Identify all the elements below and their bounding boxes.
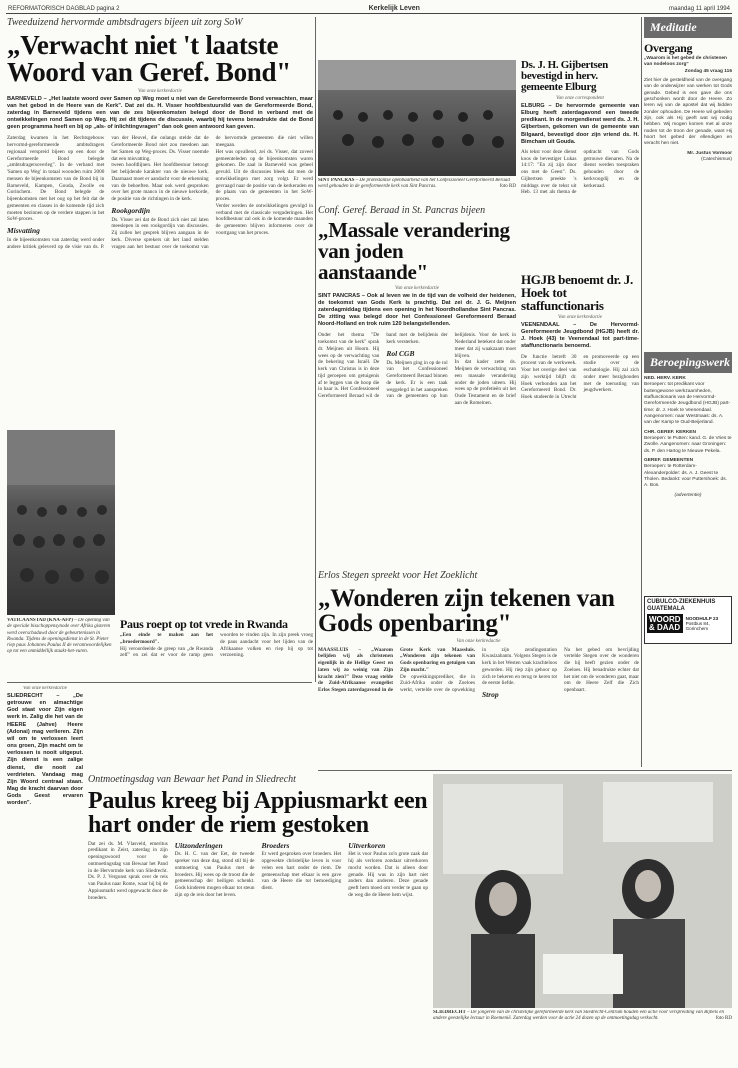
ad-line1: NOODHULP 23 (685, 616, 719, 622)
article-kicker: Erlos Stegen spreekt voor Het Zoeklicht (318, 570, 478, 581)
body-paragraph: tween hoofdlijnen. Het hoofdbestuur betoogt het belijdende karakter van de nieuwe kerk. Daarnaast moet er aandacht voor de erkenning van de behoeften. Maar ook werd gesproken over het grote manco in de nieuwe kerkorde, de positie van de richtingen in de kerk. (111, 162, 209, 203)
article-zoeklicht (318, 570, 639, 768)
photo-congregation-image (7, 430, 115, 615)
article-paus (120, 618, 313, 676)
article-lead: VEENENDAAL – De Hervormd-Gereformeerde Jeugdbond (HGJB) heeft dr. J. Hoek (43) te Veenendaal tot part-time-staffunctionaris benoemd. (521, 322, 639, 350)
photo-sliedrecht (433, 774, 732, 1008)
sliedrecht-caption (433, 1010, 732, 1032)
caption-label: SINT PANCRAS (318, 178, 355, 183)
advertisement-notice: (advertentie) (674, 492, 702, 498)
article-kicker: Conf. Geref. Beraad in St. Pancras bijeen (318, 205, 486, 216)
beroep-section (644, 376, 732, 427)
vatican-caption (7, 618, 115, 676)
article-hoek (521, 273, 639, 563)
article-headline: „Wonderen zijn tekenen van Gods openbaring" (318, 584, 615, 637)
subheading: Uitzonderingen (174, 840, 223, 850)
subheading: Rookgordijn (111, 205, 151, 215)
subheading: Strop (482, 690, 499, 699)
beroep-section (644, 430, 732, 455)
article-byline: Van onze kerkredactie (456, 638, 501, 644)
article-byline: Van onze kerkredactie (395, 285, 439, 291)
ad-org: CUBULCO-ZIEKENHUIS GUATEMALA (647, 599, 716, 612)
meditatie-ref: Zondag 45 vraag 116 (684, 68, 732, 74)
article-body (521, 149, 639, 196)
body-paragraph: Dat zei ds. M. Vlasveld, emeritus predikant in Zeist, zaterdag in zijn openingswoord voor de ontmoetingsdag van Bewaar het Pand in de Hervormde kerk van Sliedrecht. Ds. P. J. Vergunst sprak over de reis van Paulus naar Rome, waar hij bij de Appiusmarkt werd opgewacht door de broeders. (88, 840, 168, 901)
caption-text: – De opening van de speciale bisschoppensynode over Afrika gisteren werd overschaduwd door de gebeurtenissen in Rwanda. Tijdens de openingsdienst in de St. Pieter riep paus Johannes Paulus II de verantwoordelijken op tot een onmiddellijk staakt-het-vuren. (7, 618, 112, 655)
meditatie-title: Overgang (644, 41, 693, 55)
article-headline: HGJB benoemt dr. J. Hoek tot staffunctionaris (521, 273, 633, 313)
photo-pancras (318, 60, 516, 176)
beroep-section-title: GEREF. GEMEENTEN (644, 457, 694, 463)
subheading: Misvatting (7, 226, 40, 236)
article-body (318, 647, 639, 757)
body-paragraph: Onder het thema "De toekomst van de kerk" sprak dr. Meijnen uit Hoorn. Hij wees op de verwachting van de bekering van Israël. De kerk van Christus is in deze tijd geroepen om getuigenis af te leggen van de hoop die in haar is. Het Confessioneel Gereformeerd Beraad wil de band met de belijdenis der kerk versterken. (318, 332, 448, 400)
meditatie-author: Mr. Justus Vormoor (687, 150, 732, 156)
article-body (120, 632, 313, 659)
article-kicker: Ontmoetingsdag van Bewaar het Pand in Sliedrecht (88, 774, 296, 785)
body-paragraph: De functie betreft 30 procent van de werkweek. Voor het overige deel van zijn werktijd blijft dr. Hoek verbonden aan het Gereformeerd Bond. Dr. Hoek studeerde in Utrecht en promoveerde op een studie over de eschatologie. Hij zal zich onder meer bezighouden met de toerusting van jeugdwerkers. (521, 353, 639, 401)
section-title: Kerkelijk Leven (368, 5, 420, 12)
photo-credit: foto RD (715, 1016, 732, 1022)
article-appiusmarkt (88, 774, 428, 1064)
column-divider (315, 17, 316, 682)
pancras-caption (318, 178, 516, 202)
ad-brand: WOORD & DAAD (649, 615, 681, 632)
body-paragraph: Ds. H. C. van der Eet, de tweede spreker van deze dag, stond stil bij de ontmoeting van Paulus met de broeders. Hij wees op de troost die de gemeenschap der heiligen schenkt. Gods kinderen mogen elkaar tot steun zijn op de reis door het leven. (174, 851, 255, 898)
body-paragraph: Verder werden de ontwikkelingen gevolgd in verband met de classicale vergaderingen. Het hoofdbestuur zal ook in de komende maanden de gemeenten blijven informeren over de voortgang van het proces. (215, 202, 313, 236)
article-lead: ELBURG – De hervormde gemeente van Elburg heeft zaterdagavond een tweede predikant. In de morgendienst werd ds. J. H. Gijbertsen, gekomen van de gemeente van Bilgaard, bevestigd door zijn vriend ds. H. Bimcham uit Gouda. (521, 103, 639, 145)
article-byline: Van onze kerkredactie (23, 686, 67, 691)
article-headline: Paulus kreeg bij Appiusmarkt een hart onder de riem gestoken (88, 787, 428, 838)
article-headline: Paus roept op tot vrede in Rwanda (120, 618, 288, 631)
article-elburg (521, 60, 639, 270)
article-byline: Van onze correspondent (556, 96, 604, 101)
page-date: maandag 11 april 1994 (669, 5, 730, 12)
ad-line2: Postbus 84, Gorinchem (685, 621, 710, 632)
meditatie-author-place: (Catechismus) (701, 156, 732, 162)
article-body (318, 332, 516, 565)
article-lead: BARNEVELD – „Het laatste woord over Samen op Weg moet u niet van de Gereformeerde Bond verwachten, maar van het gebod in de Heere van de Kerk". Dat zei ds. H. Visser hoofdbestuurslid van de Gereformeerde Bond, zaterdag in Barneveld tijdens een van de zes bijeenkomsten belegd door de Bond in verband met de ontwikkelingen rond Samen op Weg. Hij zei dit tijdens de discussie, waarbij hij tevens benadrukte dat de Bond geen programma heeft en bij op „als- of inlichtingvragen" dan ook geen antwoord kan geven. (7, 95, 313, 131)
body-paragraph: Ds. Visser zei dat de Bond zich niet zal laten meeslepen in een rookgordijn van discussies. Zij zullen het gesprek blijven aangaan in de kerk. Diverse sprekers uit het land stelden vragen aan het bestuur over de toekomst van de hervormde gemeenten die niet willen meegaan. (111, 135, 313, 250)
caption-label: SLIEDRECHT (433, 1010, 466, 1015)
beroep-section-title: NED. HERV. KERK (644, 376, 686, 381)
beroepingswerk-banner: Beroepingswerk (644, 352, 732, 373)
body-paragraph: Er werd gesproken over broeders. Het opgewekte christelijke leven is voor velen een hart onder de riem. De gemeenschap met elkaar is een gave van de Heere die tot bemoediging dient. (261, 851, 342, 891)
meditatie-column (644, 17, 732, 347)
article-kicker: Tweeduizend hervormde ambtsdragers bijeen uit zorg SoW (7, 17, 243, 28)
subheading: Broeders (261, 840, 290, 850)
meditatie-banner: Meditatie (644, 17, 732, 38)
body-paragraph: De opwekkingsprediker, die in Zuid-Afrika onder de Zoeloes werkt, vertelde over de opwekking in zijn zendingsstation Kwasizabantu. Volgens Stegen is de kerk in het Westen vaak krachteloos geworden. Hij riep zijn gehoor op zich te bekeren en terug te keren tot de eerste liefde. (400, 646, 557, 693)
article-lead: SLIEDRECHT – „De getrouwe en almachtige God staat voor Zijn eigen werk in. Zalig die het van de HEERE (Jahve) Heere (Adonai) mag verlieren. Zijn wil om te verlossen leert ons groen, Zijn macht om te verlossen is nooit uitgeput. Zijn dienst is een zalige dienst, die nooit zal verdrieten. Vandaag mag Zijn Woord centraal staan. Mag de kracht daarvan door Gods Geest ervaren worden". (7, 693, 83, 807)
body-paragraph: In dat kader zette ds. Meijnen de verwachting van een massale verandering onder de joden uiteen. Hij wees op de profetieën uit het Oude Testament en de brief aan de Romeinen. (454, 359, 516, 406)
section-divider (318, 770, 732, 771)
meditatie-text: Ziet hier de gesteldheid van de overgang van de onderwijzer van werken tot Gods genade. Gebed is een gave die ons geschonken wordt door de Heere. Zo leren wij van de apostel dat wij bidden zonder ophouden. De Heere wil gebeden zijn, ook als Hij geeft wat wij nodig hebben. Wij mogen komen met al onze noden tot de troon der genade, want Hij hoort het gebed der ellendigen en veracht hen niet. (644, 77, 732, 147)
column-divider (641, 17, 642, 767)
photo-pancras-image (318, 60, 516, 176)
photo-congregation (7, 430, 115, 615)
article-body (521, 354, 639, 401)
beroep-section (644, 458, 732, 490)
body-paragraph: Ds. Meijnen ging in op de rol van het Confessioneel Gereformeerd Beraad binnen de kerk. Er is een taak weggelegd in het aanspreken van de gemeenten op hun belijdenis. Voor de kerk in Nederland betekent dat onder meer dat zij waakzaam moet blijven. (386, 332, 516, 400)
article-lead: SINT PANCRAS – Ook al leven we in de tijd van de volheid der heidenen, de toekomst van Gods Kerk is prachtig. Dat zei dr. J. G. Meijnen zaterdagmiddag tijdens een opening in het Noordhollandse Sint Pancras. De zitting was belegd door het Confessioneel Gereformeerd Beraad Noord-Holland en trok ruim 120 belangstellenden. (318, 292, 516, 328)
body-paragraph: „Een einde te maken aan het „broedermoord". (120, 632, 213, 645)
article-body (88, 841, 428, 1041)
beroep-section-title: CHR. GEREF. KERKEN (644, 429, 696, 435)
advertisement-woord-daad (644, 596, 732, 644)
article-pancras (318, 205, 516, 565)
article-headline: „Massale verandering van joden aanstaande" (318, 217, 510, 284)
caption-text: – De jongeren van de christelijke gereformeerde kerk van Sliedrecht-Centrum houden een actie voor verspreiding van Bijbels en andere geestelijke lectuur in Roemenië. Zaterdag werden voor de actie 24 dozen op de ontmoetingsdag verkocht. (433, 1010, 724, 1022)
body-paragraph: Na het gebed om bevrijding vertelde Stegen over de wonderen die hij heeft gezien onder de Zoeloes. Hij benadrukte echter dat het niet om de wonderen gaat, maar om de Heere Zelf die Zich openbaart. (564, 646, 639, 693)
body-paragraph: Als tekst voor deze dienst koos de bevestiger Lukas 14:17: "En zij zijn door ons met de Geest". Ds. Gijbertsen preekte 's middags over de tekst uit Heb. 13 met als thema de opdracht van Gods getrouwe dienaren. Na de dienst werden toespraken gehouden door de kerkvoogdij en de kerkeraad. (521, 148, 639, 196)
paper-name: REFORMATORISCH DAGBLAD pagina 2 (8, 5, 120, 12)
caption-label: VATICAANSTAD (KNA-AFP) (7, 618, 73, 623)
photo-credit: foto RD (499, 184, 516, 190)
section-divider (7, 682, 312, 683)
body-paragraph: Het was opvallend, zei ds. Visser, dat zoveel gemeenteleden op de bijeenkomsten waren gekomen. De zaal in Barneveld was geheel gevuld. Uit de discussies bleek dat men de ontwikkelingen met zorg volgt. Er werd gevraagd naar de positie van de kerkeraden en de plaats van de gemeenten in het SoW-proces. (215, 148, 313, 203)
article-byline: Van onze kerkredactie (138, 88, 182, 94)
subheading: Uitverkoren (348, 840, 386, 850)
body-paragraph: Het is voor Paulus zo'n grote zaak dat hij als verloren zondaar uitverkoren mocht worden. Dat is alleen door genade. Hij was in zijn hart niet anders dan anderen. Deze genade geeft hem moed om verder te gaan op de weg die de Heere hem wijst. (348, 851, 428, 898)
article-byline: Van onze kerkredactie (558, 315, 602, 320)
photo-sliedrecht-image (433, 774, 732, 1008)
body-paragraph: MAASSLUIS – „Waarom belijden wij als christenen eigenlijk in de Heilige Geest en laten wij zo weinig van Zijn kracht zien?" Deze vraag stelde de Zuid-Afrikaanse evangelist Erlos Stegen zaterdagavond in de Grote Kerk van Maassluis. „Wonderen zijn tekenen van Gods openbaring en getuigen van Zijn macht." (318, 646, 475, 693)
article-appiusmarkt-lead (7, 686, 83, 1064)
article-headline: „Verwacht niet 't laatste Woord van Geref. Bond" (7, 29, 291, 87)
beroepingswerk-column (644, 352, 732, 592)
beroep-section-text: Beroepen: tot predikant voor buitengewone werkzaamheden, staffunctionaris van de Hervormd-Gereformeerde Jeugdbond (HGJB) part-time: dr. J. Hoek te Veenendaal. Aangenomen: naar Westmaas: ds. A. van der Kamp te Oud-Beijerland. (644, 382, 731, 426)
body-paragraph: Hij veroordeelde de greep van „de Rwanda zelf" en zei dat er voor de ramp geen woorden te vinden zijn. In zijn preek vroeg de paus aandacht voor het lijden van de Afrikaanse volken en riep hij op tot verzoening. (120, 632, 313, 659)
meditatie-quote: „Waarom is het gebed de christenen van nodeloos zorg" (644, 56, 727, 68)
body-paragraph: In de bijeenkomsten van zaterdag werd onder andere kritiek geleverd op de visie van ds. P. van der Heuvel, die onlangs stelde dat de Gereformeerde Bond niet zou meedoen aan het Samen op Weg-proces. Ds. Visser noemde dat een misvatting. (7, 135, 209, 250)
article-headline: Ds. J. H. Gijbertsen bevestigd in herv. gemeente Elburg (521, 60, 608, 93)
beroep-section-text: Beroepen: te Putten: kand. G. de Vries te Zwolle. Aangenomen: naar Groningen: ds. P. den Hartog te Nieuwe Pekela. (644, 435, 732, 454)
page-header (6, 4, 732, 14)
beroep-section-text: Beroepen: te Rotterdam-Alexanderpolder: ds. A. J. Geest te Tholen. Bedankt: voor Puttershoek: ds. A. Bos. (644, 464, 727, 489)
caption-text: – De protestantse openbaarheid van het Confessioneel Gereformeerd Beraad werd gehouden in de gereformeerde kerk van Sint Pancras. (318, 178, 510, 190)
subheading: Rol CGB (386, 348, 415, 358)
body-paragraph: Zaterdag kwamen in het Rechtsgebouw hervormd-gereformeerde ambtsdragers regionaal verspreid bijeen op een door de Gereformeerde Bond belegde „ambtsdragersoverleg". In de verband met 'Samen op Weg' in totaal woonden ruim 2000 mensen de bijeenkomsten van de Bond bij in Barneveld, Kampen, Gouda, Zwolle en Gorinchem. De Bond belegde de bijeenkomsten met het oog op het feit dat de gemeenten en classes in de komende tijd zich moeten bezinnen op de verdere stappen in het SoW-proces. (7, 135, 105, 223)
